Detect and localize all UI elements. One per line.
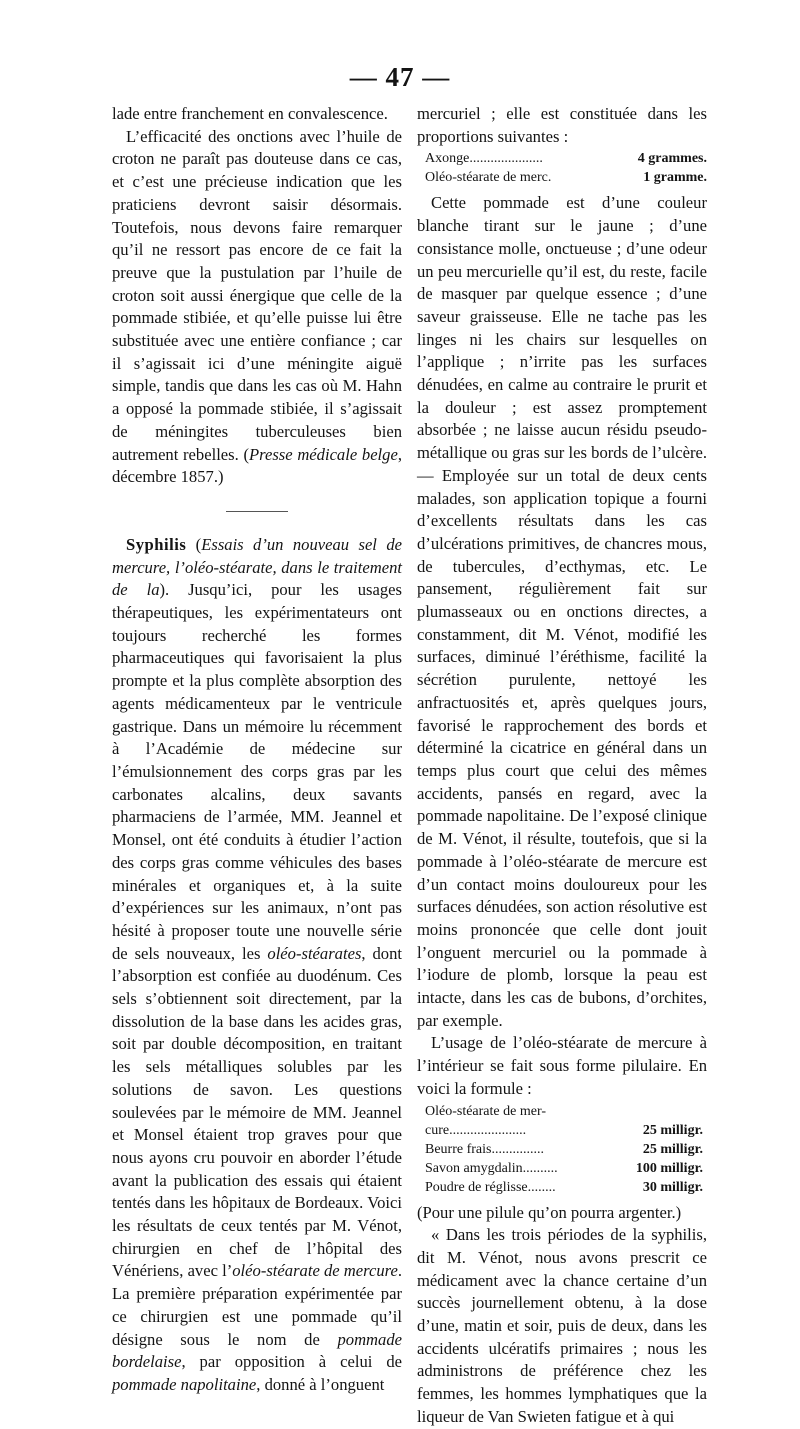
section-keyword: Syphilis xyxy=(126,534,187,554)
section-title: Essais d’un nouveau sel de mercure, l’oléo-stéarate, dans le traitement de la xyxy=(112,534,402,600)
recipe-head: Oléo-stéarate de mer- xyxy=(425,1103,546,1119)
citation-date: , décembre 1857.) xyxy=(112,444,402,487)
recipe-pilule xyxy=(417,1102,707,1197)
paragraph-internal-use: L’usage de l’oléo-stéarate de mercure à l’intérieur se fait sous forme pilulaire. En voici la formule : xyxy=(417,1033,707,1098)
paragraph-croton-oil xyxy=(112,126,402,489)
paragraph-pilule-note: (Pour une pilule qu’on pourra argenter.) xyxy=(417,1202,682,1222)
ingredient-name: Oléo-stéarate de merc. xyxy=(425,170,552,186)
source-citation: Presse médicale belge xyxy=(249,444,398,464)
open-paren: ( xyxy=(186,534,202,554)
syphilis-body-2: , dont l’absorption est confiée au duodénum. Ces sels s’obtiennent soit directement, par la dissolution de la base dans les acides gras, soit par double décomposition, en traitant les sels métalliques solubles par les solutions de savon. Les questions soulevées par le mémoire de MM. Jeannel et Monsel étaient trop graves pour que nous ayons cru pouvoir en aborder l’étude avant la publication des essais qui étaient tentés dans les hôpitaux de Bordeaux. Voici les résultats de ceux tentés par M. Vénot, chirurgien en chef de l’hôpital des Vénériens, avec l’ xyxy=(112,943,402,1281)
section-divider xyxy=(226,511,288,512)
recipe-row xyxy=(417,1140,707,1159)
term-pommade-bordelaise: pommade bordelaise xyxy=(112,1329,402,1372)
paragraph-pommade-properties: Cette pommade est d’une couleur blanche tirant sur le jaune ; d’une consistance molle, onctueuse ; d’une odeur un peu mercurielle qu’il est, du reste, facile de masquer par quelque essence ; d’une saveur graisseuse. Elle ne tache pas les linges ni les chairs sur lesquelles on l’applique ; n’irrite pas les surfaces dénudées, en calme au contraire le prurit et la douleur ; est assez promptement absorbée ; ne laisse aucun résidu pseudo-métallique ou gras sur les bords de l’ulcère. — Employée sur un total de deux cents malades, son application topique a fourni d’excellents résultats dans les cas d’ulcérations primitives, de chancres mous, de tubercules, d’ecthymas, etc. Le pansement, régulièrement fait sur plumasseaux ou en onctions directes, a constamment, dit M. Vénot, modifié les surfaces, diminué l’éréthisme, facilité la sécrétion purulente, nettoyé les anfractuosités et, après quelques jours, favorisé le rapprochement des bords et déterminé la cicatrice en général dans un temps plus court que celui des mêmes accidents, pansés en regard, avec la pommade napolitaine. De l’exposé clinique de M. Vénot, il résulte, toutefois, que si la pommade à l’oléo-stéarate de mercure est d’un contact moins douloureux pour les surfaces dénudées, son action résolutive est moins prononcée que celle dont jouit l’onguent mercuriel ou la pommade à l’iodure de plomb, lorsque la peau est intacte, dans les cas de bubons, d’orchites, par exemple. xyxy=(417,193,707,1030)
recipe-row xyxy=(417,1178,707,1197)
ingredient-name: Poudre de réglisse........ xyxy=(425,1179,556,1195)
paragraph-proportions: mercuriel ; elle est constituée dans les proportions suivantes : xyxy=(417,104,707,146)
paragraph-convalescence: lade entre franchement en convalescence. xyxy=(112,104,388,123)
recipe-pommade xyxy=(417,149,707,187)
right-column xyxy=(417,103,707,1429)
croton-oil-text: L’efficacité des onctions avec l’huile de croton ne paraît pas douteuse dans ce cas, et c’est une précieuse indication que les praticiens devront saisir désormais. Toutefois, nous devons faire remarquer qu’il ne ressort pas encore de ce fait la preuve que la pustulation par l’huile de croton soit aussi énergique que celle de la pommade stibiée, et qu’elle puisse lui être substituée avec une entière confiance ; car il s’agissait ici d’une méningite aiguë simple, tandis que dans les cas où M. Hahn a opposé la pommade stibiée, il s’agissait de méningites tuberculeuses bien autrement rebelles. ( xyxy=(112,126,402,464)
paragraph-syphilis xyxy=(112,534,402,1397)
syphilis-body-3: . La première préparation expérimentée par ce chirurgien est une pommade qu’il désigne sous le nom de xyxy=(112,1261,402,1349)
ingredient-qty: 25 milligr. xyxy=(642,1141,703,1157)
ingredient-qty: 25 milligr. xyxy=(642,1122,703,1138)
syphilis-body: ). Jusqu’ici, pour les usages thérapeutiques, les expérimentateurs ont toujours recherché les formes pharmaceutiques qui favorisaient la plus prompte et la plus complète absorption des agents médicamenteux par le ventricule gastrique. Dans un mémoire lu récemment à l’Académie de médecine sur l’émulsionnement des corps gras par les carbonates alcalins, deux savants pharmaciens de l’armée, MM. Jeannel et Monsel, ont été conduits à étudier l’action des corps gras comme véhicules des bases minérales et organiques et, à la suite d’expériences sur les animaux, n’ont pas hésité à proposer toute une nouvelle série de sels nouveaux, les xyxy=(112,580,402,963)
left-column xyxy=(112,103,402,1397)
term-oleo-stearate-mercure: oléo-stéarate de mercure xyxy=(232,1261,398,1281)
ingredient-qty: 1 gramme. xyxy=(643,170,707,186)
recipe-row xyxy=(417,1159,707,1178)
ingredient-qty: 100 milligr. xyxy=(635,1160,703,1176)
ingredient-qty: 30 milligr. xyxy=(642,1179,703,1195)
recipe-row xyxy=(417,1121,707,1140)
term-oleo-stearates: oléo-stéarates xyxy=(267,943,362,963)
ingredient-qty: 4 grammes. xyxy=(637,151,707,167)
page-number: — 47 — xyxy=(349,62,451,92)
ingredient-name: Axonge..................... xyxy=(425,151,543,167)
term-pommade-napolitaine: pommade napolitaine xyxy=(112,1374,257,1394)
ingredient-name: cure...................... xyxy=(425,1122,527,1138)
recipe-row xyxy=(417,168,707,187)
ingredient-name: Savon amygdalin.......... xyxy=(425,1160,558,1176)
paragraph-quote: « Dans les trois périodes de la syphilis, dit M. Vénot, nous avons prescrit ce médicament avec la chance certaine d’un succès journellement obtenu, à la dose d’une, matin et soir, puis de deux, dans les accidents ulcératifs primaires ; nous les administrons de préférence chez les femmes, les hommes lymphatiques que la liqueur de Van Swieten fatigue et à qui xyxy=(417,1225,707,1426)
recipe-row xyxy=(417,149,707,168)
ingredient-name: Beurre frais............... xyxy=(425,1141,544,1157)
syphilis-body-4: , par opposition à celui de xyxy=(181,1352,402,1372)
syphilis-body-5: , donné à l’onguent xyxy=(256,1374,385,1394)
